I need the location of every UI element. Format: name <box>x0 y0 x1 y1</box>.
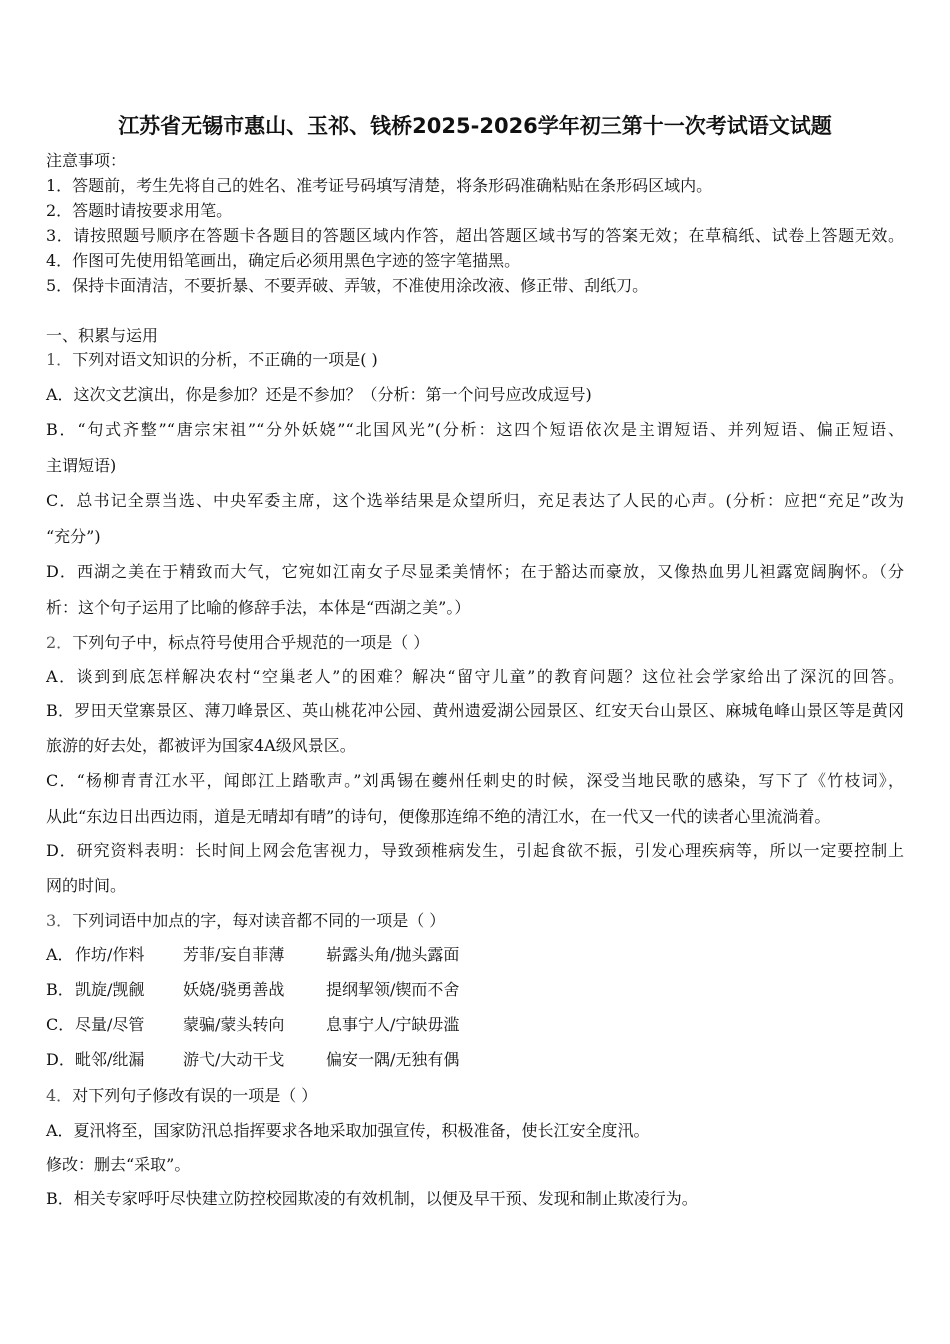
word-pair: 作坊/作料 <box>75 945 145 964</box>
option-label: D． <box>46 1050 75 1069</box>
q1-option-d-cont: 析：这个句子运用了比喻的修辞手法，本体是“西湖之美”。） <box>46 598 471 617</box>
question-number: 3． <box>46 911 73 930</box>
notice-item: 4．作图可先使用铅笔画出，确定后必须用黑色字迹的签字笔描黑。 <box>46 251 521 270</box>
option-label: A． <box>46 945 74 964</box>
notice-item: 2．答题时请按要求用笔。 <box>46 201 233 220</box>
question-3-stem <box>46 911 445 931</box>
word-pair: 游弋/大动干戈 <box>183 1050 285 1069</box>
notice-item: 1．答题前，考生先将自己的姓名、准考证号码填写清楚，将条形码准确粘贴在条形码区域内。 <box>46 176 713 195</box>
q1-option-b-cont: 主谓短语) <box>46 456 117 475</box>
q3-option-d <box>46 1050 746 1070</box>
q3-option-c <box>46 1015 746 1035</box>
page-title: 江苏省无锡市惠山、玉祁、钱桥2025-2026学年初三第十一次考试语文试题 <box>118 114 832 138</box>
q2-option-b-cont: 旅游的好去处，都被评为国家4A级风景区。 <box>46 736 356 755</box>
word-pair: 尽量/尽管 <box>75 1015 145 1034</box>
q1-option-c-cont: “充分”) <box>46 527 101 546</box>
word-pair: 蒙骗/蒙头转向 <box>183 1015 285 1034</box>
q3-option-a <box>46 945 746 965</box>
question-4-stem <box>46 1086 317 1106</box>
word-pair: 妖娆/骁勇善战 <box>183 980 285 999</box>
question-text: 对下列句子修改有误的一项是（ ） <box>72 1086 318 1105</box>
word-pair: 偏安一隅/无独有偶 <box>326 1050 460 1069</box>
q2-option-b: B．罗田天堂寨景区、薄刀峰景区、英山桃花冲公园、黄州遗爱湖公园景区、红安天台山景区、麻城龟峰山景区等是黄冈 <box>46 701 904 720</box>
word-pair: 崭露头角/抛头露面 <box>326 945 460 964</box>
q1-option-a: A．这次文艺演出，你是参加？还是不参加？（分析：第一个问号应改成逗号) <box>46 385 592 404</box>
word-pair: 提纲挈领/锲而不舍 <box>326 980 460 999</box>
word-pair: 芳菲/妄自菲薄 <box>183 945 285 964</box>
q4-option-a-fix: 修改：删去“采取”。 <box>46 1155 191 1174</box>
q2-option-c-cont: 从此“东边日出西边雨，道是无晴却有晴”的诗句，便像那连绵不绝的清江水，在一代又一代的读者心里流淌着。 <box>46 807 831 826</box>
question-text: 下列句子中，标点符号使用合乎规范的一项是（ ） <box>72 633 430 652</box>
question-text: 下列对语文知识的分析，不正确的一项是( ) <box>72 350 378 369</box>
q2-option-c: C．“杨柳青青江水平，闻郎江上踏歌声。”刘禹锡在夔州任刺史的时候，深受当地民歌的感染，写下了《竹枝词》， <box>46 771 904 790</box>
q4-option-a: A．夏汛将至，国家防汛总指挥要求各地采取加强宣传，积极准备，使长江安全度汛。 <box>46 1121 650 1140</box>
q4-option-b: B．相关专家呼吁尽快建立防控校园欺凌的有效机制，以便及早干预、发现和制止欺凌行为。 <box>46 1189 698 1208</box>
q1-option-d: D．西湖之美在于精致而大气，它宛如江南女子尽显柔美情怀；在于豁达而豪放，又像热血男儿袒露宽阔胸怀。（分 <box>46 562 904 581</box>
notice-heading: 注意事项： <box>46 151 127 170</box>
question-1-stem <box>46 350 378 370</box>
q3-option-b <box>46 980 746 1000</box>
word-pair: 毗邻/纰漏 <box>75 1050 145 1069</box>
word-pair: 息事宁人/宁缺毋滥 <box>326 1015 460 1034</box>
question-text: 下列词语中加点的字，每对读音都不同的一项是（ ） <box>72 911 446 930</box>
q1-option-c: C．总书记全票当选、中央军委主席，这个选举结果是众望所归，充足表达了人民的心声。(分析：应把“充足”改为 <box>46 491 904 510</box>
question-number: 1． <box>46 350 73 369</box>
notice-item: 5．保持卡面清洁，不要折暴、不要弄破、弄皱，不准使用涂改液、修正带、刮纸刀。 <box>46 276 649 295</box>
option-label: B． <box>46 980 74 999</box>
question-number: 4． <box>46 1086 73 1105</box>
q2-option-d: D．研究资料表明：长时间上网会危害视力，导致颈椎病发生，引起食欲不振，引发心理疾病等，所以一定要控制上 <box>46 841 904 860</box>
notice-item: 3．请按照题号顺序在答题卡各题目的答题区域内作答，超出答题区域书写的答案无效；在草稿纸、试卷上答题无效。 <box>46 226 904 245</box>
q2-option-d-cont: 网的时间。 <box>46 876 127 895</box>
section-heading: 一、积累与运用 <box>46 326 159 345</box>
word-pair: 凯旋/觊觎 <box>75 980 145 999</box>
option-label: C． <box>46 1015 75 1034</box>
q2-option-a: A．谈到到底怎样解决农村“空巢老人”的困难？解决“留守儿童”的教育问题？这位社会学家给出了深沉的回答。 <box>46 667 904 686</box>
question-number: 2． <box>46 633 73 652</box>
q1-option-b: B．“句式齐整”“唐宗宋祖”“分外妖娆”“北国风光”(分析：这四个短语依次是主谓短语、并列短语、偏正短语、 <box>46 420 904 439</box>
question-2-stem <box>46 633 429 653</box>
